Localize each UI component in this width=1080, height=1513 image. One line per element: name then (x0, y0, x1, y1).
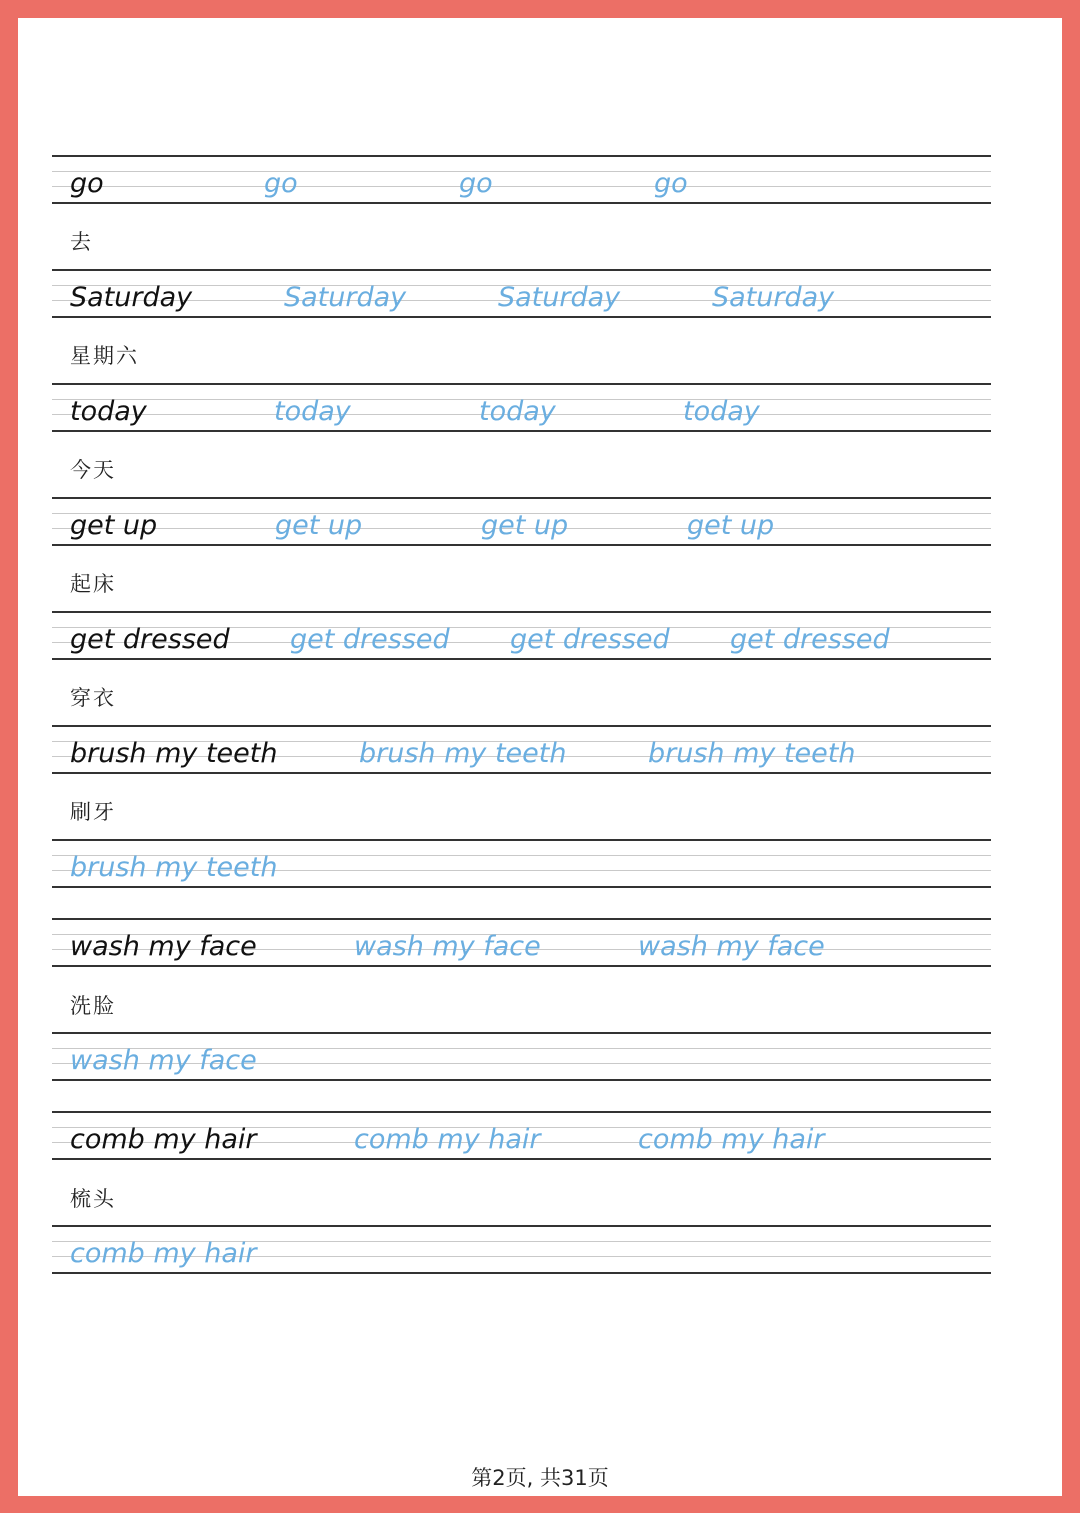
vocab-word: go (70, 168, 104, 199)
writing-row-comb-my-hair (52, 1111, 991, 1159)
trace-word: go (264, 168, 298, 199)
trace-word: brush my teeth (70, 852, 278, 883)
writing-row-go (52, 155, 991, 203)
writing-row-today (52, 383, 991, 431)
writing-row-extra (52, 839, 991, 887)
chinese-meaning: 刷牙 (70, 800, 116, 824)
writing-row-brush-my-teeth (52, 725, 991, 773)
vocab-word: get dressed (70, 624, 230, 655)
trace-word: brush my teeth (648, 738, 856, 769)
chinese-meaning: 今天 (70, 458, 116, 482)
writing-row-saturday (52, 269, 991, 317)
trace-word: brush my teeth (359, 738, 567, 769)
chinese-meaning: 穿衣 (70, 686, 116, 710)
page-number: 第2页, 共31页 (471, 1466, 609, 1490)
vocab-word: get up (70, 510, 158, 541)
vocab-word: wash my face (70, 931, 257, 962)
trace-word: get dressed (730, 624, 890, 655)
chinese-meaning: 洗脸 (70, 994, 116, 1018)
trace-word: get up (481, 510, 569, 541)
writing-row-wash-my-face (52, 918, 991, 966)
chinese-meaning: 起床 (70, 572, 116, 596)
trace-word: comb my hair (70, 1238, 257, 1269)
writing-row-get-dressed (52, 611, 991, 659)
trace-word: Saturday (712, 282, 835, 313)
trace-word: today (683, 396, 760, 427)
trace-word: get dressed (290, 624, 450, 655)
trace-word: wash my face (354, 931, 541, 962)
chinese-meaning: 星期六 (70, 344, 139, 368)
trace-word: go (654, 168, 688, 199)
chinese-meaning: 去 (70, 230, 93, 254)
trace-word: wash my face (638, 931, 825, 962)
writing-row-get-up (52, 497, 991, 545)
chinese-meaning: 梳头 (70, 1187, 116, 1211)
writing-row-extra (52, 1225, 991, 1273)
vocab-word: brush my teeth (70, 738, 278, 769)
writing-row-extra (52, 1032, 991, 1080)
trace-word: comb my hair (638, 1124, 825, 1155)
trace-word: get dressed (510, 624, 670, 655)
trace-word: get up (275, 510, 363, 541)
vocab-word: today (70, 396, 147, 427)
trace-word: go (459, 168, 493, 199)
trace-word: get up (687, 510, 775, 541)
trace-word: Saturday (498, 282, 621, 313)
trace-word: wash my face (70, 1045, 257, 1076)
trace-word: comb my hair (354, 1124, 541, 1155)
vocab-word: Saturday (70, 282, 193, 313)
trace-word: Saturday (284, 282, 407, 313)
vocab-word: comb my hair (70, 1124, 257, 1155)
trace-word: today (274, 396, 351, 427)
trace-word: today (479, 396, 556, 427)
